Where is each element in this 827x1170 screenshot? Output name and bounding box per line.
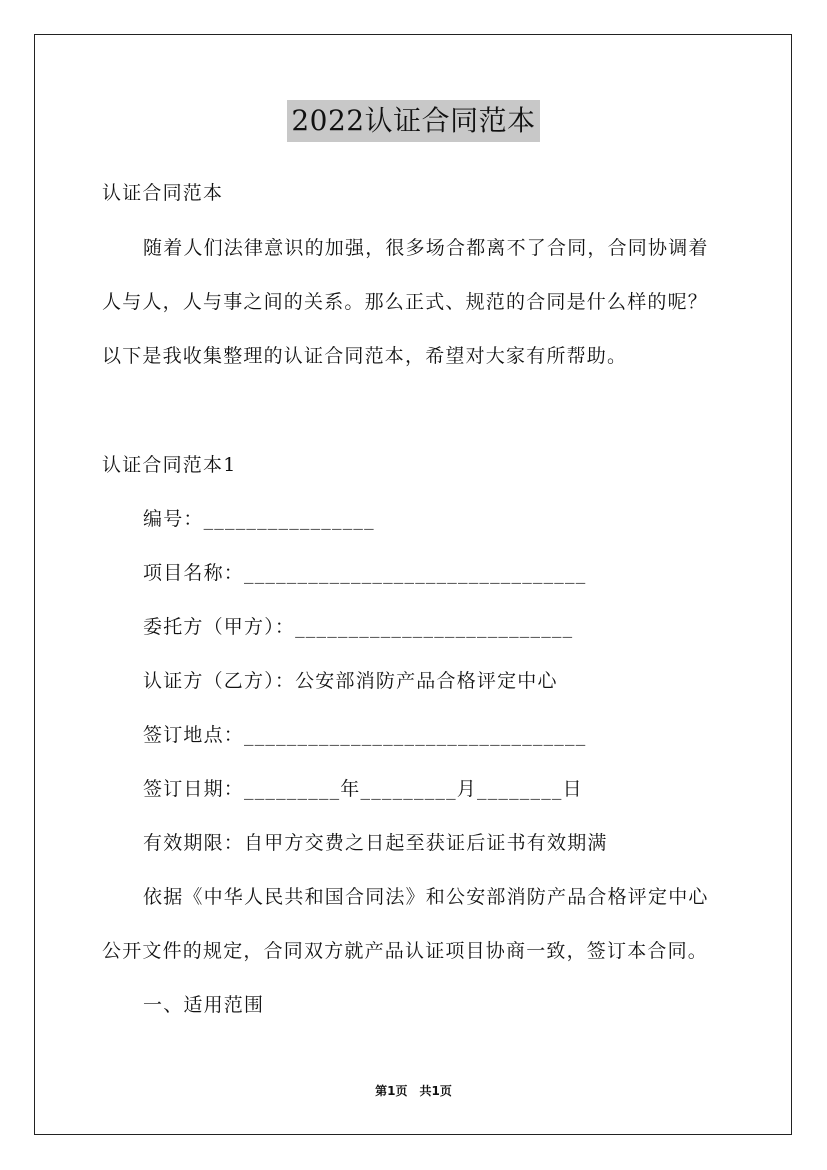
document-title: 2022认证合同范本	[287, 100, 539, 142]
field-client: 委托方（甲方）：__________________________	[143, 616, 574, 638]
field-number: 编号：________________	[143, 508, 375, 530]
body-line-2: 公开文件的规定，合同双方就产品认证项目协商一致，签订本合同。	[102, 940, 709, 962]
page-footer	[0, 1083, 827, 1099]
section-heading: 认证合同范本1	[102, 454, 237, 476]
page-number-label: 第1页 共1页	[375, 1084, 452, 1098]
field-sign-date: 签订日期：_________年_________月________日	[143, 778, 583, 800]
intro-line-2: 人与人，人与事之间的关系。那么正式、规范的合同是什么样的呢？	[102, 291, 709, 313]
title-wrap	[0, 100, 827, 142]
field-project-name: 项目名称：________________________________	[143, 562, 587, 584]
intro-line-1: 随着人们法律意识的加强，很多场合都离不了合同，合同协调着	[143, 237, 709, 259]
document-subtitle: 认证合同范本	[102, 182, 224, 204]
field-validity: 有效期限：自甲方交费之日起至获证后证书有效期满	[143, 832, 608, 854]
intro-line-3: 以下是我收集整理的认证合同范本，希望对大家有所帮助。	[102, 345, 628, 367]
body-line-1: 依据《中华人民共和国合同法》和公安部消防产品合格评定中心	[143, 886, 709, 908]
clause-heading: 一、适用范围	[143, 994, 265, 1016]
field-certifier: 认证方（乙方）：公安部消防产品合格评定中心	[143, 670, 558, 692]
field-sign-place: 签订地点：________________________________	[143, 724, 587, 746]
